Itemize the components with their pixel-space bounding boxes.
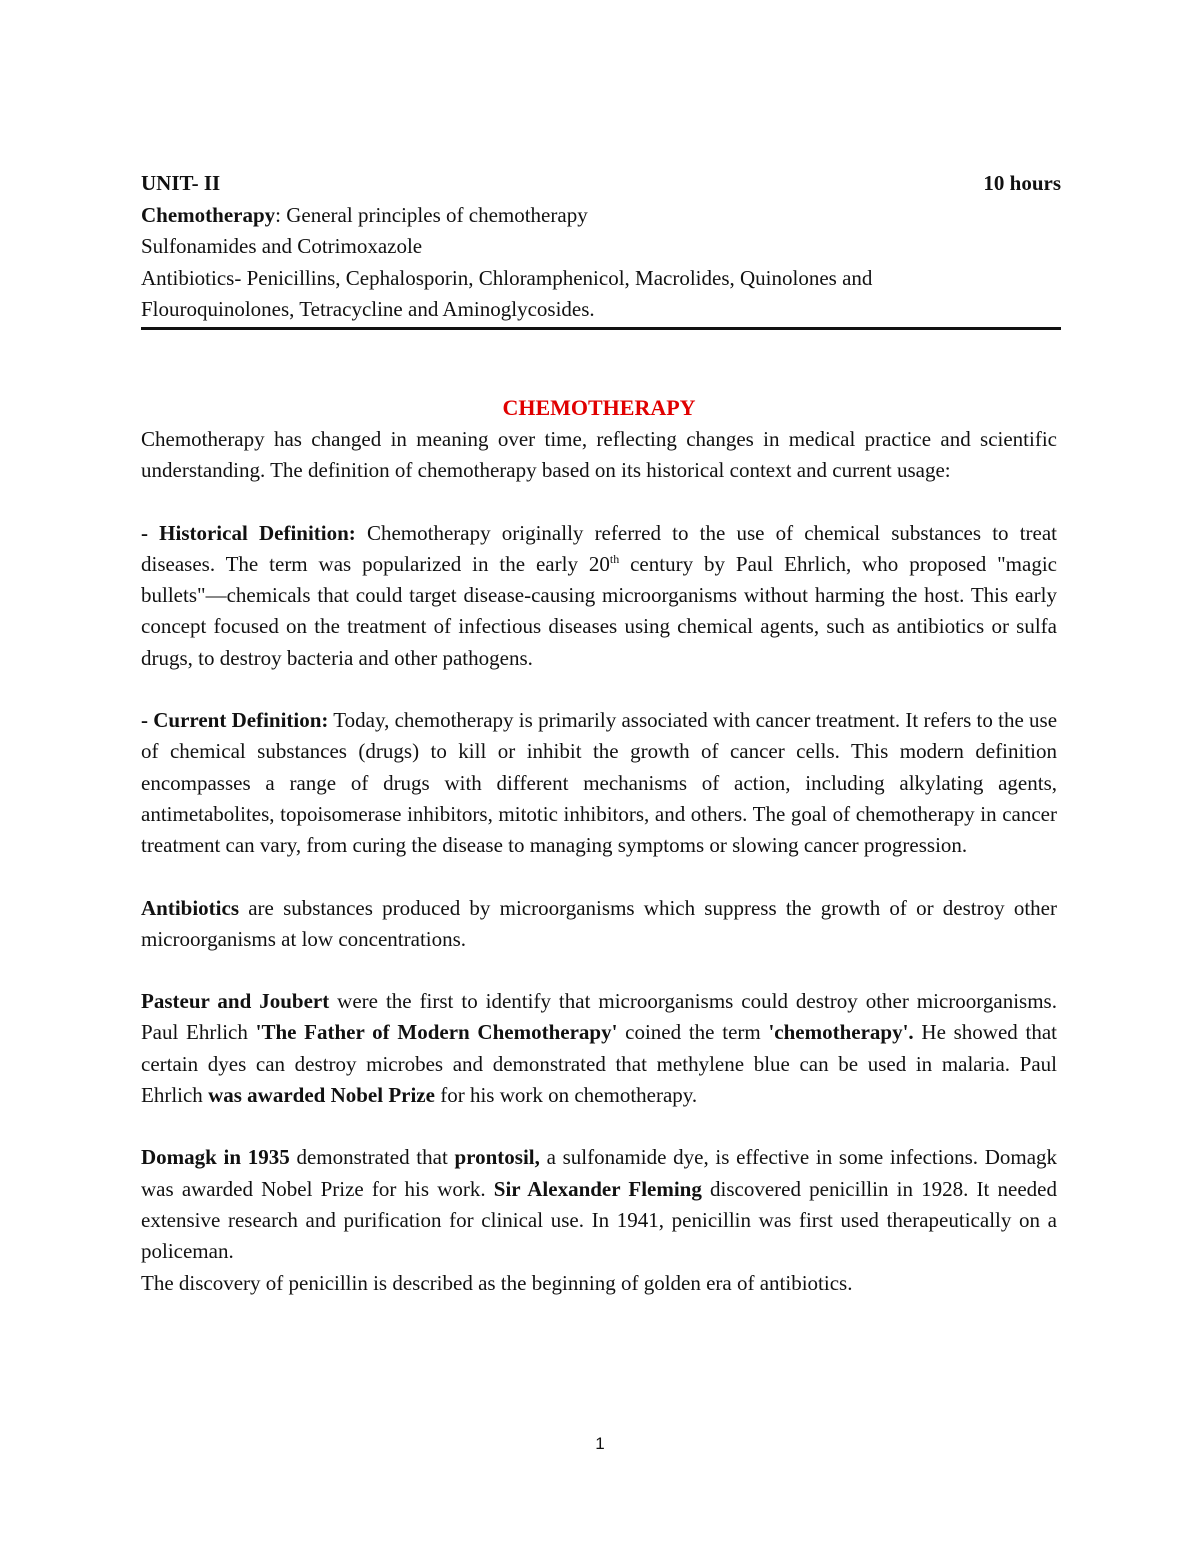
- syllabus-line-4: Flouroquinolones, Tetracycline and Aminoglycosides.: [141, 297, 595, 321]
- domagk-paragraph: Domagk in 1935 demonstrated that prontosil, a sulfonamide dye, is effective in some infections. Domagk was awarded Nobel Prize for his work. Sir Alexander Fleming discovered penicillin in 1928. It needed extensive research and purification for clinical use. In 1941, penicillin was first used therapeutically on a policeman.: [141, 1145, 1058, 1264]
- ordinal-superscript: th: [609, 551, 620, 566]
- chemotherapy-label: Chemotherapy: [141, 202, 276, 227]
- header-divider: [141, 327, 1061, 330]
- historical-definition-label: - Historical Definition:: [141, 520, 356, 545]
- closing-paragraph: The discovery of penicillin is described as the beginning of golden era of antibiotics.: [141, 1270, 853, 1295]
- unit-row: [141, 168, 1061, 200]
- page-number: 1: [595, 1434, 605, 1453]
- syllabus-line-1: Chemotherapy: General principles of chemotherapy: [141, 202, 588, 227]
- unit-header: [141, 168, 1061, 326]
- intro-paragraph: Chemotherapy has changed in meaning over time, reflecting changes in medical practice and scientific understanding. The definition of chemotherapy based on its historical context and current usage:: [141, 427, 1057, 483]
- section-title: CHEMOTHERAPY: [502, 395, 696, 420]
- syllabus-line-2: Sulfonamides and Cotrimoxazole: [141, 234, 423, 258]
- unit-label: UNIT- II: [141, 171, 221, 195]
- syllabus-line-3: Antibiotics- Penicillins, Cephalosporin, Chloramphenicol, Macrolides, Quinolones and: [141, 265, 873, 290]
- antibiotics-paragraph: Antibiotics are substances produced by microorganisms which suppress the growth of or destroy other microorganisms at low concentrations.: [141, 895, 1057, 951]
- hours-label: 10 hours: [983, 171, 1061, 195]
- pasteur-label: Pasteur and Joubert: [141, 989, 330, 1014]
- current-definition-paragraph: - Current Definition: Today, chemotherapy is primarily associated with cancer treatment. It refers to the use of chemical substances (drugs) to kill or inhibit the growth of cancer cells. This modern definition encompasses a range of drugs with different mechanisms of action, including alkylating agents, antimetabolites, topoisomerase inhibitors, mitotic inhibitors, and others. The goal of chemotherapy in cancer treatment can vary, from curing the disease to managing symptoms or slowing cancer progression.: [141, 708, 1058, 858]
- document-body: [141, 392, 1057, 1299]
- current-definition-label: - Current Definition:: [141, 708, 329, 733]
- antibiotics-label: Antibiotics: [141, 895, 240, 920]
- historical-definition-paragraph: - Historical Definition: Chemotherapy originally referred to the use of chemical substances to treat diseases. The term was popularized in the early 20th century by Paul Ehrlich, who proposed "magic bullets"—chemicals that could target disease-causing microorganisms without harming the host. This early concept focused on the treatment of infectious diseases using chemical agents, such as antibiotics or sulfa drugs, to destroy bacteria and other pathogens.: [141, 520, 1058, 670]
- pasteur-paragraph: Pasteur and Joubert were the first to identify that microorganisms could destroy other microorganisms. Paul Ehrlich 'The Father of Modern Chemotherapy' coined the term 'chemotherapy'. He showed that certain dyes can destroy microbes and demonstrated that methylene blue can be used in malaria. Paul Ehrlich was awarded Nobel Prize for his work on chemotherapy.: [141, 989, 1058, 1108]
